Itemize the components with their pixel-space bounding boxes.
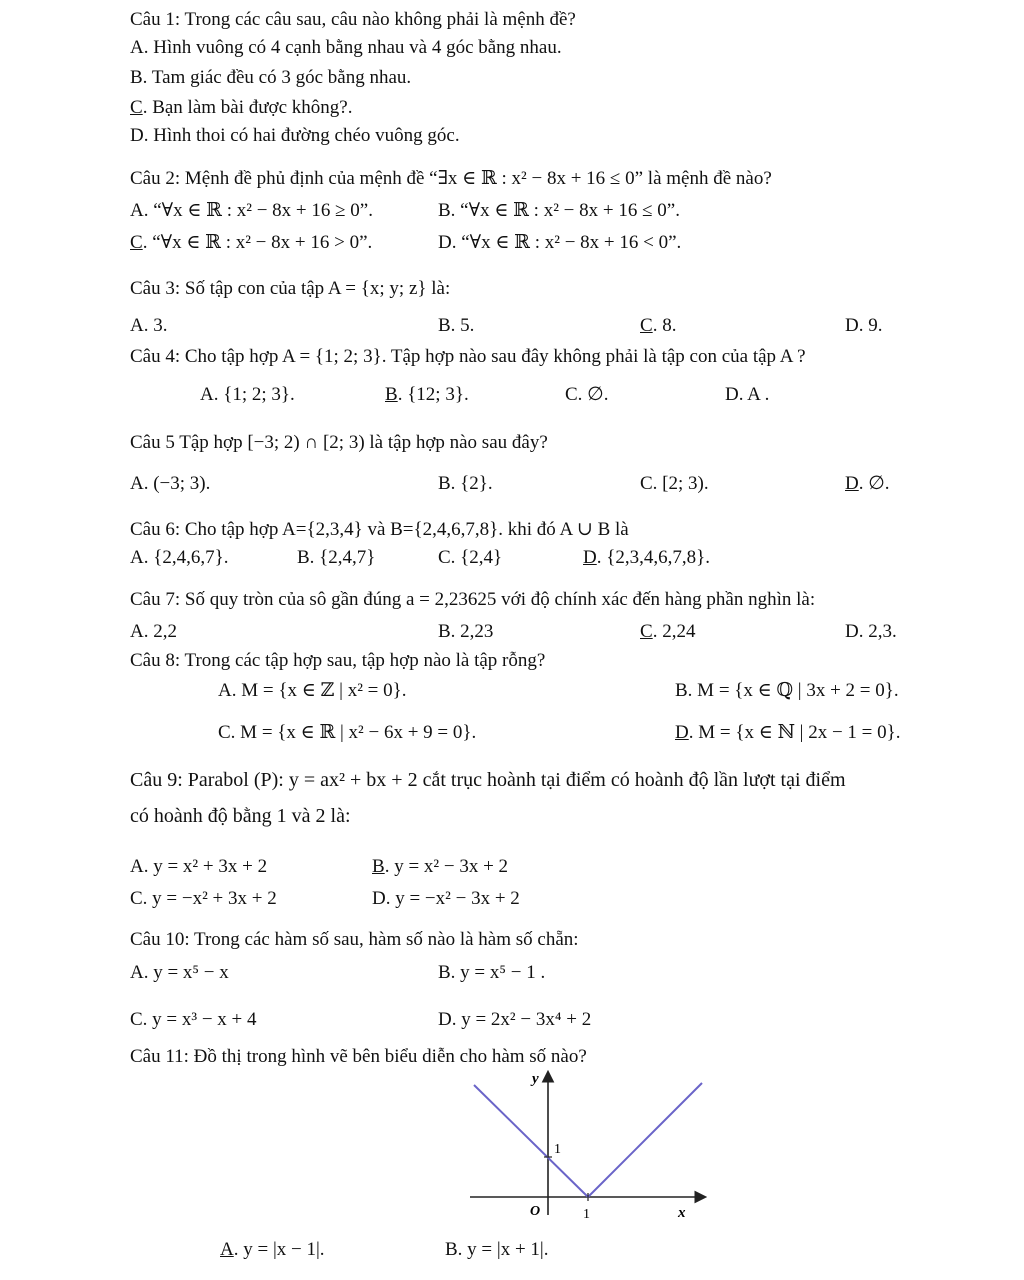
question-7-option-c	[640, 620, 695, 644]
answer-marker: C	[640, 621, 653, 642]
question-7-option-a: A. 2,2	[130, 621, 177, 642]
question-6-option-b: B. {2,4,7}	[297, 547, 376, 568]
question-6-option-d	[583, 546, 710, 570]
question-4-option-c: C. ∅.	[565, 384, 609, 405]
option-text: . “∀x ∈ ℝ : x² − 8x + 16 > 0”.	[142, 232, 373, 253]
question-8-option-a: A. M = {x ∈ ℤ | x² = 0}.	[218, 680, 407, 701]
question-5-stem: Câu 5 Tập hợp [−3; 2) ∩ [2; 3) là tập hợp nào sau đây?	[130, 432, 548, 453]
question-7-stem: Câu 7: Số quy tròn của sô gần đúng a = 2,23625 với độ chính xác đến hàng phần nghìn là:	[130, 589, 816, 610]
question-1-option-c	[130, 96, 352, 120]
question-1-option-a: A. Hình vuông có 4 cạnh bằng nhau và 4 góc bằng nhau.	[130, 37, 562, 58]
question-10-stem: Câu 10: Trong các hàm số sau, hàm số nào là hàm số chẵn:	[130, 929, 579, 950]
question-10-option-a: A. y = x⁵ − x	[130, 962, 229, 983]
answer-marker: C	[640, 315, 653, 336]
answer-marker: C	[130, 97, 143, 118]
question-6-option-a: A. {2,4,6,7}.	[130, 547, 229, 568]
question-10-option-d: D. y = 2x² − 3x⁴ + 2	[438, 1009, 592, 1030]
question-5-option-d	[845, 472, 890, 496]
graph-line-left	[474, 1085, 588, 1197]
question-4-option-b	[385, 383, 469, 407]
question-11-option-b: B. y = |x + 1|.	[445, 1239, 549, 1260]
option-text: . ∅.	[858, 473, 890, 494]
question-2-option-c	[130, 231, 372, 255]
question-4-option-a: A. {1; 2; 3}.	[200, 384, 295, 405]
question-1-option-d: D. Hình thoi có hai đường chéo vuông góc.	[130, 125, 460, 146]
question-2-option-a: A. “∀x ∈ ℝ : x² − 8x + 16 ≥ 0”.	[130, 200, 373, 221]
option-text: . M = {x ∈ ℕ | 2x − 1 = 0}.	[688, 722, 901, 743]
question-9-option-c: C. y = −x² + 3x + 2	[130, 888, 277, 909]
origin-label: O	[530, 1204, 541, 1219]
question-8-stem: Câu 8: Trong các tập hợp sau, tập hợp nào là tập rỗng?	[130, 650, 546, 671]
tick-y-label: 1	[554, 1142, 561, 1157]
y-axis-label: y	[532, 1071, 539, 1087]
answer-marker: C	[130, 232, 143, 253]
question-9-stem-line-1: Câu 9: Parabol (P): y = ax² + bx + 2 cắt trục hoành tại điểm có hoành độ lần lượt tại điểm	[130, 769, 846, 791]
question-11-option-a	[220, 1238, 325, 1262]
question-3-option-a: A. 3.	[130, 315, 168, 336]
question-8-option-c: C. M = {x ∈ ℝ | x² − 6x + 9 = 0}.	[218, 722, 477, 743]
question-3-option-b: B. 5.	[438, 315, 475, 336]
answer-marker: D	[845, 473, 859, 494]
question-6-option-c: C. {2,4}	[438, 547, 503, 568]
question-2-option-b: B. “∀x ∈ ℝ : x² − 8x + 16 ≤ 0”.	[438, 200, 680, 221]
question-8-option-b: B. M = {x ∈ ℚ | 3x + 2 = 0}.	[675, 680, 899, 701]
question-7-option-b: B. 2,23	[438, 621, 494, 642]
question-6-stem: Câu 6: Cho tập hợp A={2,3,4} và B={2,4,6,7,8}. khi đó A ∪ B là	[130, 519, 629, 540]
question-5-option-c: C. [2; 3).	[640, 473, 709, 494]
x-axis-label: x	[678, 1205, 686, 1221]
question-5-option-b: B. {2}.	[438, 473, 493, 494]
option-text: . 2,24	[652, 621, 696, 642]
absolute-value-graph	[460, 1065, 710, 1225]
question-3-stem: Câu 3: Số tập con của tập A = {x; y; z} là:	[130, 278, 451, 299]
option-text: . Bạn làm bài được không?.	[142, 97, 353, 118]
graph-line-right	[588, 1083, 702, 1197]
tick-x-label: 1	[583, 1207, 590, 1222]
answer-marker: B	[385, 384, 398, 405]
question-1-option-b: B. Tam giác đều có 3 góc bằng nhau.	[130, 67, 412, 88]
question-2-option-d: D. “∀x ∈ ℝ : x² − 8x + 16 < 0”.	[438, 232, 682, 253]
answer-marker: A	[220, 1239, 234, 1260]
question-10-option-c: C. y = x³ − x + 4	[130, 1009, 257, 1030]
question-9-option-d: D. y = −x² − 3x + 2	[372, 888, 520, 909]
option-text: . {12; 3}.	[397, 384, 469, 405]
option-text: . y = |x − 1|.	[233, 1239, 325, 1260]
question-2-stem: Câu 2: Mệnh đề phủ định của mệnh đề “∃x ∈ ℝ : x² − 8x + 16 ≤ 0” là mệnh đề nào?	[130, 168, 772, 189]
question-8-option-d	[675, 721, 901, 745]
option-text: . {2,3,4,6,7,8}.	[596, 547, 710, 568]
question-3-option-d: D. 9.	[845, 315, 883, 336]
option-text: . 8.	[652, 315, 677, 336]
question-9-option-a: A. y = x² + 3x + 2	[130, 856, 268, 877]
question-4-stem: Câu 4: Cho tập hợp A = {1; 2; 3}. Tập hợp nào sau đây không phải là tập con của tập A ?	[130, 346, 806, 367]
question-4-option-d: D. A .	[725, 384, 770, 405]
answer-marker: D	[675, 722, 689, 743]
question-11-stem: Câu 11: Đồ thị trong hình vẽ bên biểu diễn cho hàm số nào?	[130, 1046, 587, 1067]
answer-marker: D	[583, 547, 597, 568]
question-10-option-b: B. y = x⁵ − 1 .	[438, 962, 546, 983]
question-1-stem: Câu 1: Trong các câu sau, câu nào không phải là mệnh đề?	[130, 9, 576, 30]
answer-marker: B	[372, 856, 385, 877]
question-5-option-a: A. (−3; 3).	[130, 473, 211, 494]
question-9-stem-line-2: có hoành độ bằng 1 và 2 là:	[130, 805, 351, 827]
question-7-option-d: D. 2,3.	[845, 621, 897, 642]
question-3-option-c	[640, 314, 676, 338]
option-text: . y = x² − 3x + 2	[384, 856, 509, 877]
question-9-option-b	[372, 855, 508, 879]
